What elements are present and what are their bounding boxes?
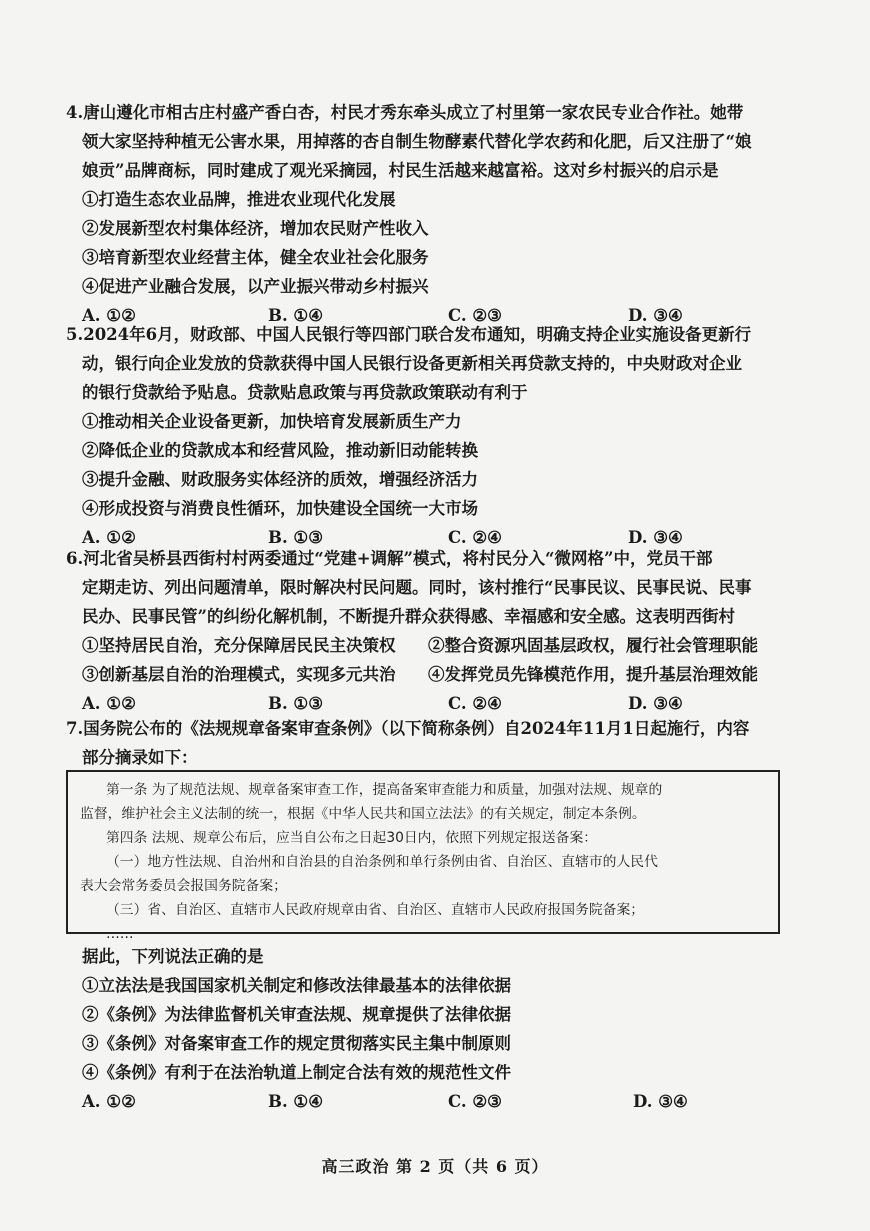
question-5-stem-line-2: 动，银行向企业发放的贷款获得中国人民银行设备更新相关再贷款支持的，中央财政对企业 — [82, 354, 742, 373]
question-6-stem-line-1: 6.河北省吴桥县西街村村两委通过“党建+调解”模式，将村民分入“微网格”中，党员干部 — [66, 549, 713, 568]
question-7-item-4: ④《条例》有利于在法治轨道上制定合法有效的规范性文件 — [82, 1063, 511, 1082]
option-c: C. ②④ — [448, 528, 502, 547]
question-4-stem-line-1: 4.唐山遵化市相古庄村盛产香白杏，村民才秀东牵头成立了村里第一家农民专业合作社。她带 — [66, 103, 744, 122]
option-c: C. ②③ — [448, 1092, 502, 1111]
question-7 — [66, 714, 800, 772]
question-5-item-2: ②降低企业的贷款成本和经营风险，推动新旧动能转换 — [82, 441, 478, 460]
question-6-stem-line-2: 定期走访、列出问题清单，限时解决村民问题。同时，该村推行“民事民议、民事民说、民事 — [82, 578, 752, 597]
question-6-item-4: ④发挥党员先锋模范作用，提升基层治理效能 — [428, 665, 758, 684]
option-d: D. ③④ — [633, 1092, 688, 1111]
question-4-item-4: ④促进产业融合发展，以产业振兴带动乡村振兴 — [82, 277, 429, 296]
question-7-stem-prompt: 据此，下列说法正确的是 — [82, 947, 264, 966]
question-7-continued — [66, 942, 800, 1116]
option-d: D. ③④ — [628, 306, 683, 325]
option-a: A. ①② — [82, 694, 136, 713]
regulation-excerpt-box — [66, 770, 780, 942]
question-5-stem-line-1: 5.2024年6月，财政部、中国人民银行等四部门联合发布通知，明确支持企业实施设备更新行 — [66, 325, 752, 344]
question-5-item-3: ③提升金融、财政服务实体经济的质效，增强经济活力 — [82, 470, 478, 489]
question-4-item-3: ③培育新型农业经营主体，健全农业社会化服务 — [82, 248, 429, 267]
excerpt-line-3: 第四条 法规、规章公布后，应当自公布之日起30日内，依照下列规定报送备案： — [106, 830, 598, 846]
question-7-item-1: ①立法法是我国国家机关制定和修改法律最基本的法律依据 — [82, 976, 511, 995]
page-footer: 高三政治 第 2 页（共 6 页） — [321, 1157, 549, 1176]
excerpt-line-5: 表大会常务委员会报国务院备案； — [80, 878, 287, 894]
question-4-stem-line-3: 娘贡”品牌商标，同时建成了观光采摘园，村民生活越来越富裕。这对乡村振兴的启示是 — [82, 161, 719, 180]
option-a: A. ①② — [82, 528, 136, 547]
option-d: D. ③④ — [628, 694, 683, 713]
question-7-options — [66, 1087, 800, 1116]
question-4-stem-line-2: 领大家坚持种植无公害水果，用掉落的杏自制生物酵素代替化学农药和化肥，后又注册了“娘 — [82, 132, 752, 151]
excerpt-line-2: 监督，维护社会主义法制的统一，根据《中华人民共和国立法法》的有关规定，制定本条例。 — [80, 806, 646, 822]
question-6-stem-line-3: 民办、民事民管”的纠纷化解机制，不断提升群众获得感、幸福感和安全感。这表明西街村 — [82, 607, 735, 626]
option-d: D. ③④ — [628, 528, 683, 547]
question-5 — [66, 320, 800, 552]
question-4-item-2: ②发展新型农村集体经济，增加农民财产性收入 — [82, 219, 429, 238]
question-6-item-2: ②整合资源巩固基层政权，履行社会管理职能 — [428, 636, 758, 655]
question-6-items-row-1 — [66, 631, 800, 660]
excerpt-ellipsis: …… — [106, 926, 134, 942]
question-5-stem-line-3: 的银行贷款给予贴息。贷款贴息政策与再贷款政策联动有利于 — [82, 383, 528, 402]
question-6 — [66, 544, 800, 718]
option-b: B. ①③ — [268, 694, 324, 713]
option-a: A. ①② — [82, 1092, 136, 1111]
question-6-items-row-2 — [66, 660, 800, 689]
option-a: A. ①② — [82, 306, 136, 325]
option-b: B. ①④ — [268, 1092, 324, 1111]
question-6-item-1: ①坚持居民自治，充分保障居民民主决策权 — [82, 636, 396, 655]
question-4-item-1: ①打造生态农业品牌，推进农业现代化发展 — [82, 190, 396, 209]
question-7-item-3: ③《条例》对备案审查工作的规定贯彻落实民主集中制原则 — [82, 1034, 511, 1053]
option-c: C. ②④ — [448, 694, 502, 713]
option-c: C. ②③ — [448, 306, 502, 325]
question-5-item-4: ④形成投资与消费良性循环，加快建设全国统一大市场 — [82, 499, 478, 518]
question-7-item-2: ②《条例》为法律监督机关审查法规、规章提供了法律依据 — [82, 1005, 511, 1024]
question-5-item-1: ①推动相关企业设备更新，加快培育发展新质生产力 — [82, 412, 462, 431]
excerpt-line-4: （一）地方性法规、自治州和自治县的自治条例和单行条例由省、自治区、直辖市的人民代 — [106, 854, 658, 870]
excerpt-line-6: （三）省、自治区、直辖市人民政府规章由省、自治区、直辖市人民政府报国务院备案； — [106, 902, 645, 918]
question-7-stem-line-1: 7.国务院公布的《法规规章备案审查条例》（以下简称条例）自2024年11月1日起施行，内容 — [66, 719, 750, 738]
excerpt-line-1: 第一条 为了规范法规、规章备案审查工作，提高备案审查能力和质量，加强对法规、规章的 — [106, 782, 663, 798]
question-7-stem-line-2: 部分摘录如下： — [82, 748, 198, 767]
option-b: B. ①③ — [268, 528, 324, 547]
question-6-item-3: ③创新基层自治的治理模式，实现多元共治 — [82, 665, 396, 684]
question-4 — [66, 98, 800, 330]
option-b: B. ①④ — [268, 306, 324, 325]
